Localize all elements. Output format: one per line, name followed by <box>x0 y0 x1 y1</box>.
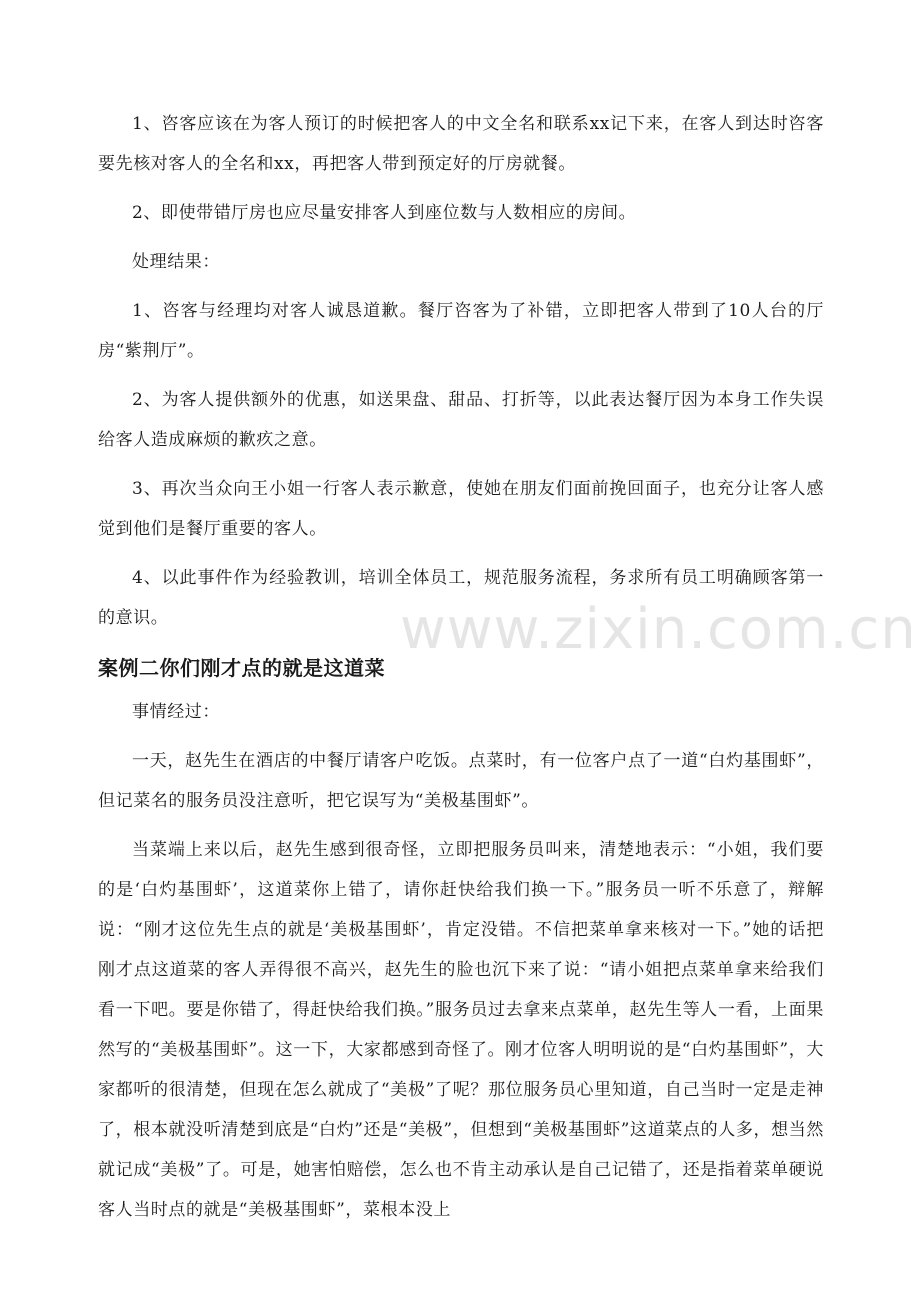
watermark: www.zixin.com.cn <box>400 597 917 662</box>
paragraph: 1、咨客应该在为客人预订的时候把客人的中文全名和联系xx记下来，在客人到达时咨客要先核对客人的全名和xx，再把客人带到预定好的厅房就餐。 <box>98 114 824 174</box>
paragraph: 2、即使带错厅房也应尽量安排客人到座位数与人数相应的房间。 <box>132 203 637 223</box>
paragraph: 2、为客人提供额外的优惠，如送果盘、甜品、打折等，以此表达餐厅因为本身工作失误给客人造成麻烦的歉疚之意。 <box>98 390 824 450</box>
section-label: 事情经过： <box>132 702 220 722</box>
paragraph: 当菜端上来以后，赵先生感到很奇怪，立即把服务员叫来，清楚地表示：“小姐，我们要的是‘白灼基围虾’，这道菜你上错了，请你赶快给我们换一下。”服务员一听不乐意了，辩解说：“刚才这位先生点的就是‘美极基围虾’，肯定没错。不信把菜单拿来核对一下。”她的话把刚才点这道菜的客人弄得很不高兴，赵先生的脸也沉下来了说：“请小姐把点菜单拿来给我们看一下吧。要是你错了，得赶快给我们换。”服务员过去拿来点菜单，赵先生等人一看，上面果然写的“美极基围虾”。这一下，大家都感到奇怪了。刚才位客人明明说的是“白灼基围虾”，大家都听的很清楚，但现在怎么就成了“美极”了呢？那位服务员心里知道，自己当时一定是走神了，根本就没听清楚到底是“白灼”还是“美极”，但想到“美极基围虾”这道菜点的人多，想当然就记成“美极”了。可是，她害怕赔偿，怎么也不肯主动承认是自己记错了，还是指着菜单硬说客人当时点的就是“美极基围虾”，菜根本没上 <box>98 840 824 1220</box>
document-page <box>98 104 824 1230</box>
paragraph: 3、再次当众向王小姐一行客人表示歉意，使她在朋友们面前挽回面子，也充分让客人感觉到他们是餐厅重要的客人。 <box>98 479 824 539</box>
paragraph: 一天，赵先生在酒店的中餐厅请客户吃饭。点菜时，有一位客户点了一道“白灼基围虾”，但记菜名的服务员没注意听，把它误写为“美极基围虾”。 <box>98 751 824 811</box>
paragraph: 4、以此事件作为经验教训，培训全体员工，规范服务流程，务求所有员工明确顾客第一的意识。 <box>98 568 824 628</box>
case-heading: 案例二你们刚才点的就是这道菜 <box>98 656 385 680</box>
section-label: 处理结果： <box>132 252 220 272</box>
paragraph: 1、咨客与经理均对客人诚恳道歉。餐厅咨客为了补错，立即把客人带到了10人台的厅房“紫荆厅”。 <box>98 301 824 361</box>
